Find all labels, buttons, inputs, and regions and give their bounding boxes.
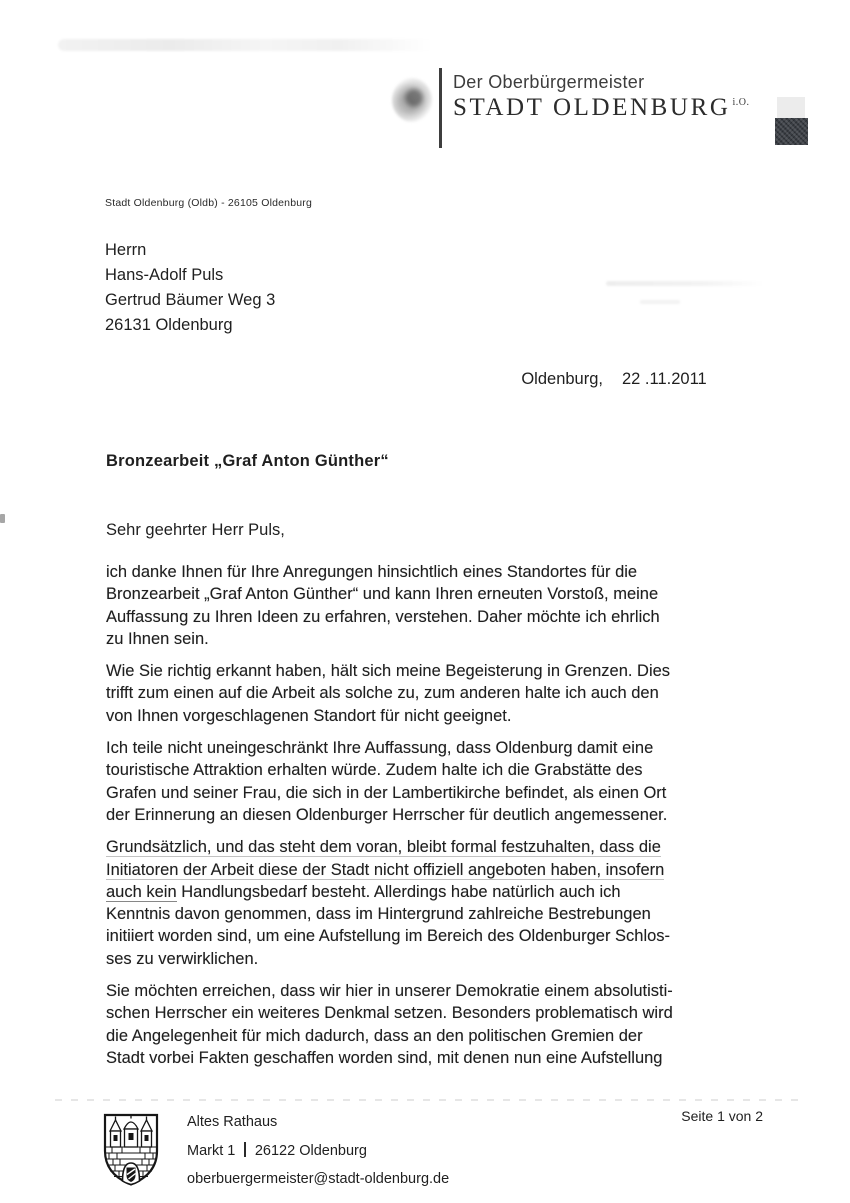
subject-line: Bronzearbeit „Graf Anton Günther“ bbox=[106, 452, 389, 470]
letterhead-city bbox=[453, 94, 750, 122]
letterhead-divider bbox=[439, 68, 442, 148]
recipient-line: Hans-Adolf Puls bbox=[105, 266, 224, 284]
letter-paragraph bbox=[106, 561, 806, 650]
body-text: initiiert worden sind, um eine Aufstellung im Bereich des Oldenburger Schlos- bbox=[106, 927, 671, 946]
oldenburg-coat-of-arms-icon bbox=[102, 1110, 160, 1188]
body-text: zu Ihnen sein. bbox=[106, 629, 209, 648]
scan-smudge-top bbox=[58, 39, 433, 51]
salutation: Sehr geehrter Herr Puls, bbox=[106, 521, 285, 539]
body-text: Auffassung zu Ihren Ideen zu erfahren, verstehen. Daher möchte ich ehrlich bbox=[106, 607, 660, 626]
underlined-text: Grundsätzlich, und das steht dem voran, bleibt formal festzuhalten, dass die bbox=[106, 838, 661, 857]
letter-paragraph bbox=[106, 660, 806, 727]
body-text: ich danke Ihnen für Ihre Anregungen hinsichtlich eines Standortes für die bbox=[106, 563, 638, 581]
date-value: 22 .11.2011 bbox=[621, 370, 707, 388]
body-text: die Angelegenheit für mich dadurch, dass an den politischen Gremien der bbox=[106, 1026, 643, 1045]
scan-artifact-dark-block bbox=[775, 118, 808, 145]
body-text: Bronzearbeit „Graf Anton Günther“ und kann Ihren erneuten Vorstoß, meine bbox=[106, 585, 659, 604]
recipient-line: 26131 Oldenburg bbox=[105, 316, 233, 334]
footer-postal-city: 26122 Oldenburg bbox=[254, 1142, 367, 1159]
scan-smudge-middle-2 bbox=[640, 300, 680, 304]
body-text: von Ihnen vorgeschlagenen Standort für nicht geeignet. bbox=[106, 706, 512, 725]
body-text: Ich teile nicht uneingeschränkt Ihre Auffassung, dass Oldenburg damit eine bbox=[106, 739, 654, 758]
dateline bbox=[503, 351, 707, 408]
underlined-text: Initiatoren der Arbeit diese der Stadt nicht offiziell angeboten haben, insofern bbox=[106, 860, 665, 879]
fold-mark bbox=[0, 514, 5, 523]
body-text: der Erinnerung an diesen Oldenburger Herrscher für deutlich angemessener. bbox=[106, 805, 668, 824]
letter-paragraph bbox=[106, 836, 806, 970]
body-text: touristische Attraktion erhalten würde. Zudem halte ich die Grabstätte des bbox=[106, 761, 643, 780]
footer-street: Markt 1 bbox=[187, 1142, 236, 1159]
body-text: Sie möchten erreichen, dass wir hier in unserer Demokratie einem absolutisti- bbox=[106, 982, 673, 1001]
scan-smudge-middle bbox=[606, 281, 764, 286]
footer-email: oberbuergermeister@stadt-oldenburg.de bbox=[187, 1171, 450, 1187]
sender-return-line: Stadt Oldenburg (Oldb) - 26105 Oldenburg bbox=[105, 197, 313, 209]
body-text: Grafen und seiner Frau, die sich in der Lambertikirche befindet, als einen Ort bbox=[106, 783, 667, 802]
body-text: Handlungsbedarf besteht. Allerdings habe natürlich auch ich bbox=[176, 882, 621, 901]
body-text: ses zu verwirklichen. bbox=[106, 949, 259, 968]
scan-line-footer bbox=[55, 1099, 803, 1101]
body-text: trifft zum einen auf die Arbeit als solche zu, zum anderen halte ich auch den bbox=[106, 684, 659, 703]
city-seal-icon bbox=[392, 78, 432, 122]
body-text: Wie Sie richtig erkannt haben, hält sich meine Begeisterung in Grenzen. Dies bbox=[106, 662, 671, 681]
footer-building: Altes Rathaus bbox=[187, 1114, 278, 1130]
letterhead-city-name: STADT OLDENBURG bbox=[453, 94, 731, 121]
underlined-text: auch kein bbox=[106, 882, 177, 901]
date-city: Oldenburg, bbox=[521, 370, 603, 388]
recipient-line: Gertrud Bäumer Weg 3 bbox=[105, 291, 276, 309]
letterhead-department: Der Oberbürgermeister bbox=[453, 72, 645, 92]
page-indicator: Seite 1 von 2 bbox=[681, 1108, 763, 1124]
letter-paragraph bbox=[106, 737, 806, 826]
recipient-line: Herrn bbox=[105, 241, 147, 259]
footer-street-line bbox=[187, 1137, 449, 1166]
body-text: schen Herrscher ein weiteres Denkmal setzen. Besonders problematisch wird bbox=[106, 1004, 673, 1023]
footer-address-block bbox=[187, 1108, 449, 1194]
letter-paragraph bbox=[106, 980, 806, 1069]
letterhead-suffix: i.O. bbox=[732, 97, 750, 108]
body-text: Kenntnis davon genommen, dass im Hintergrund zahlreiche Bestrebungen bbox=[106, 905, 651, 924]
letter-body bbox=[106, 561, 806, 1079]
recipient-address bbox=[105, 238, 275, 338]
footer-separator-bar bbox=[244, 1142, 246, 1157]
body-text: Stadt vorbei Fakten geschaffen worden sind, mit denen nun eine Aufstellung bbox=[106, 1048, 663, 1067]
scan-artifact-light-block bbox=[777, 97, 805, 118]
